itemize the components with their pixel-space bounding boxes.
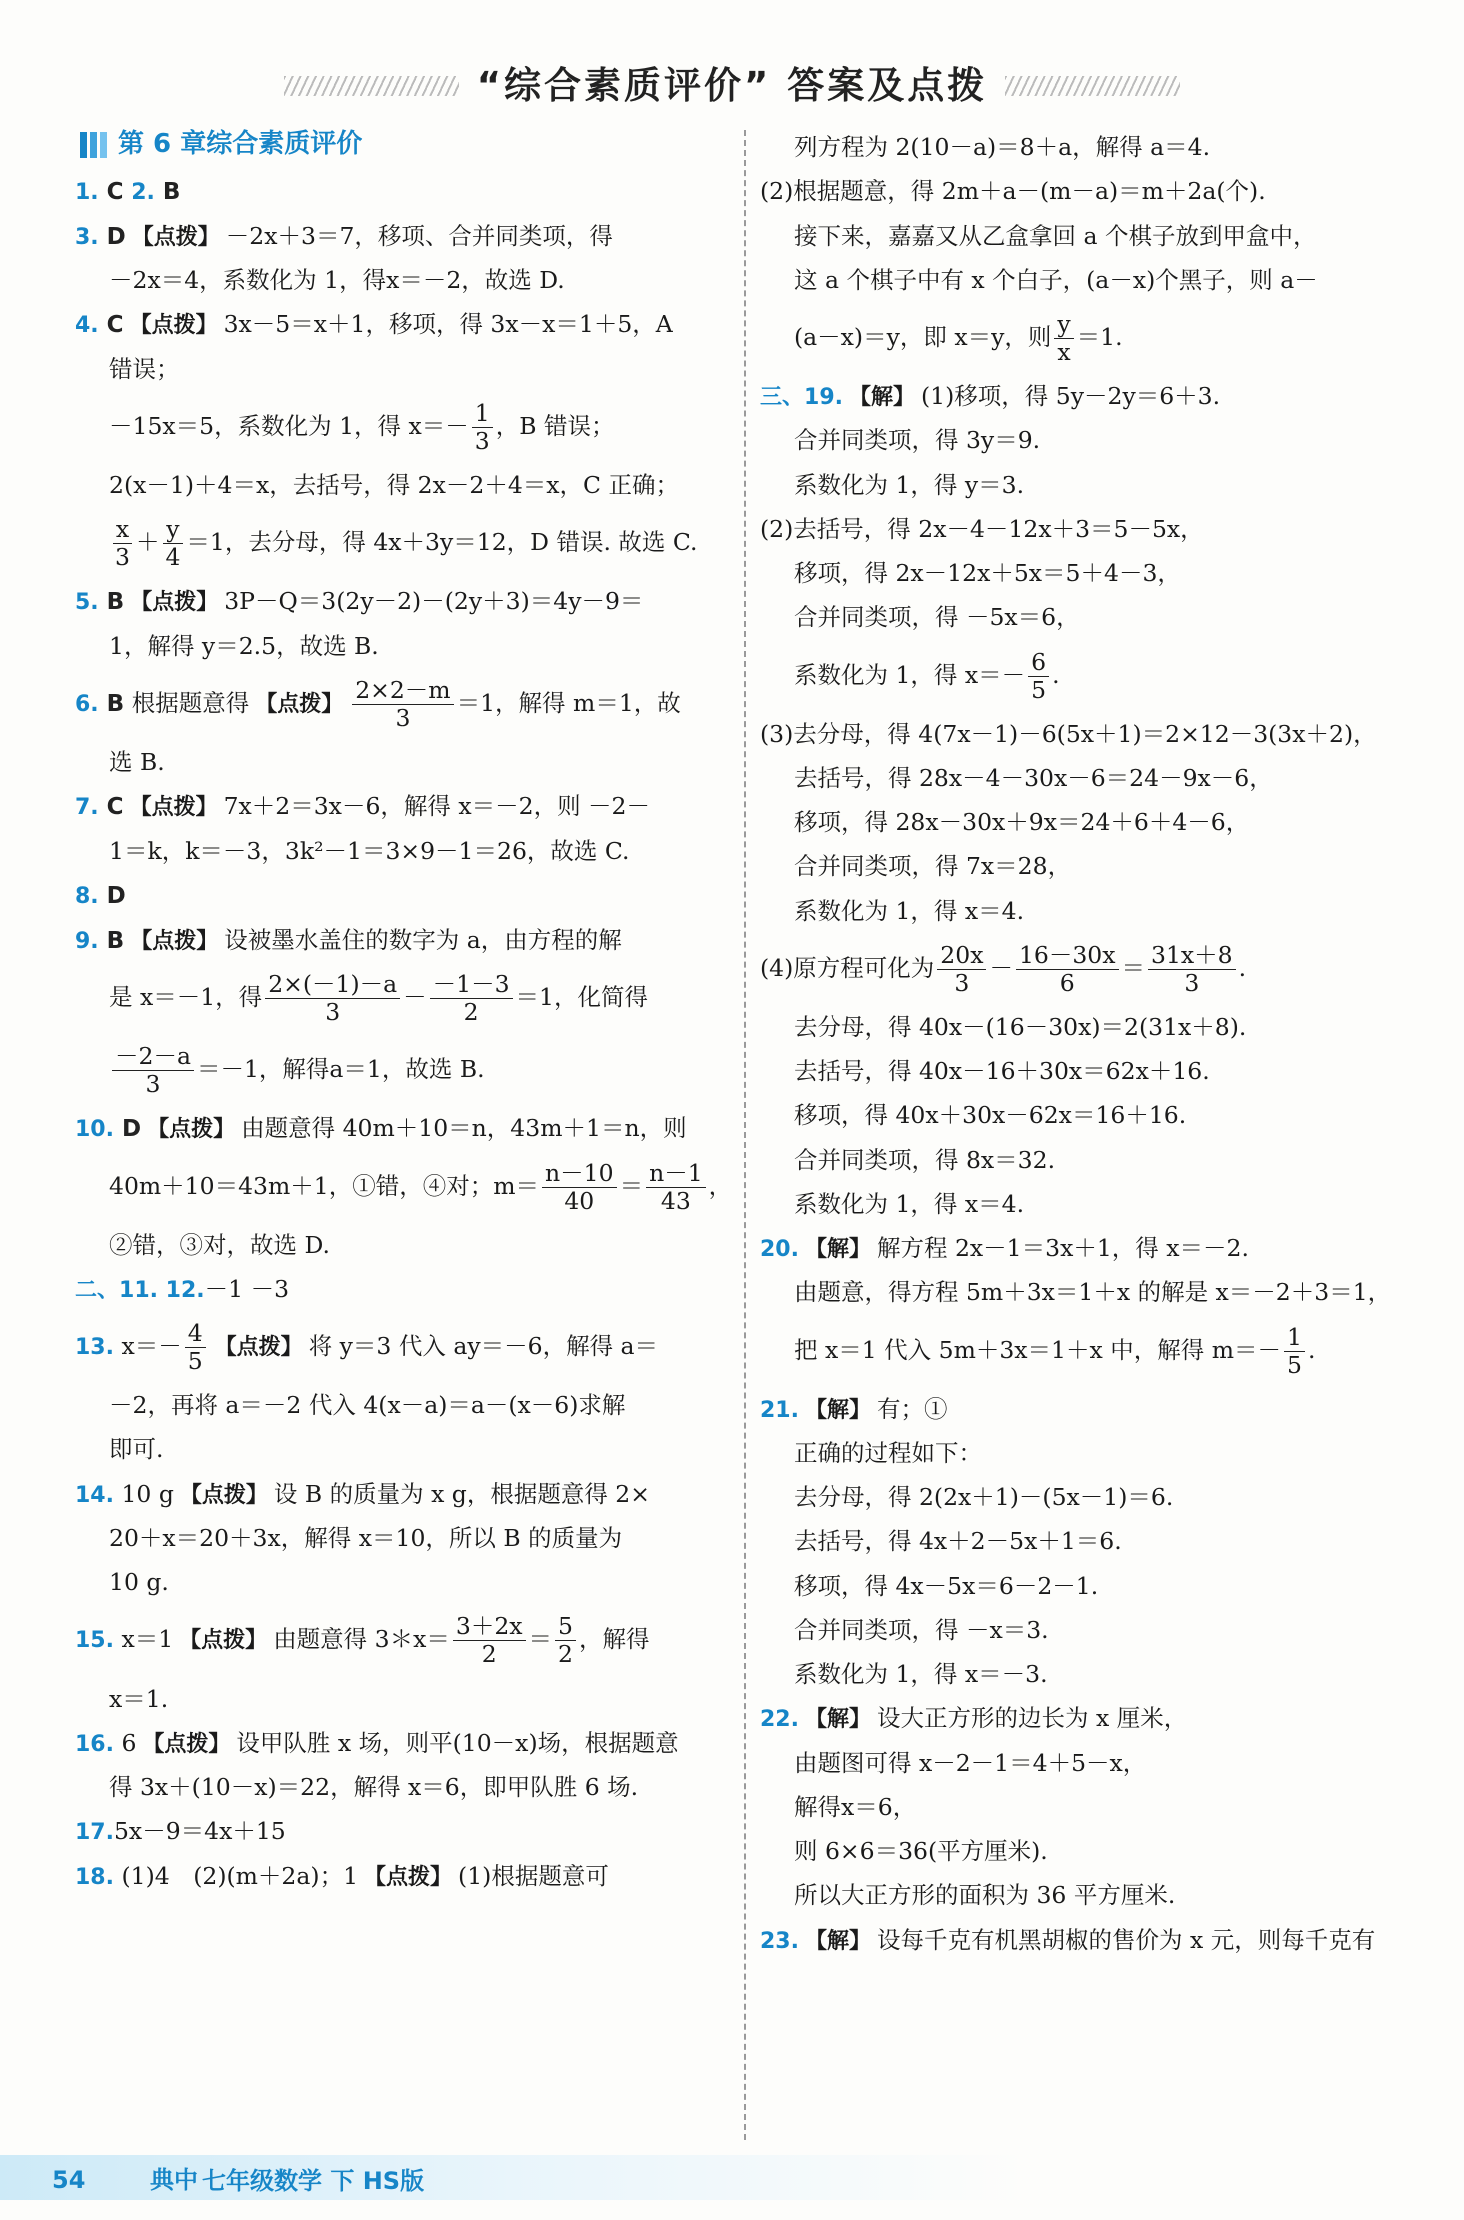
answer-line — [75, 1857, 725, 1901]
fraction-denominator: x — [1057, 338, 1071, 367]
answer-text: ＝－1，解得a＝1，故选 B. — [196, 1055, 485, 1084]
answer-text: 去括号，得 28x－4－30x－6＝24－9x－6， — [794, 763, 1273, 792]
answer-line — [760, 1876, 1410, 1920]
answer-line — [75, 350, 725, 394]
tip-label: 【点拨】 — [179, 1482, 268, 1508]
answer-choice: D — [98, 883, 126, 910]
answer-line — [75, 965, 725, 1037]
answer-line — [760, 1567, 1410, 1611]
right-column — [760, 128, 1410, 1965]
answer-text: 错误； — [109, 354, 180, 383]
answer-line — [75, 1109, 725, 1154]
answer-text: (1)4 (2)(m＋2a)；1 — [113, 1861, 359, 1890]
answer-text: 1＝k，k＝－3，3k²－1＝3×9－1＝26，故选 C. — [109, 836, 630, 865]
solve-label: 【解】 — [804, 1397, 871, 1423]
question-number: 11. — [119, 1277, 158, 1303]
tip-label: 【点拨】 — [364, 1864, 453, 1890]
tip-label: 【点拨】 — [129, 795, 218, 821]
page-title: “综合素质评价” 答案及点拨 — [476, 64, 988, 108]
answer-line — [75, 261, 725, 305]
fraction-numerator: －2－a — [112, 1043, 194, 1071]
answer-line — [760, 1229, 1410, 1273]
answer-text: － — [403, 983, 427, 1012]
answer-text: 去括号，得 40x－16＋30x＝62x＋16. — [794, 1057, 1210, 1086]
answer-text: －3 — [243, 1274, 290, 1303]
answer-line — [75, 1475, 725, 1519]
answer-line — [760, 1096, 1410, 1140]
left-answers — [75, 172, 733, 1901]
answer-text: 系数化为 1，得 x＝4. — [794, 896, 1025, 925]
answer-text: ＝ — [619, 1171, 644, 1200]
answer-text: 移项，得 4x－5x＝6－2－1. — [794, 1571, 1099, 1600]
book-title: 七年级数学 下 HS版 — [202, 2167, 425, 2195]
fraction — [542, 1160, 617, 1215]
tip-label: 【点拨】 — [147, 1117, 236, 1143]
page-number: 54 — [52, 2166, 86, 2194]
answer-text: 合并同类项，得 －x＝3. — [794, 1615, 1049, 1644]
answer-text: 正确的过程如下： — [794, 1438, 982, 1467]
answer-line — [760, 510, 1410, 554]
answer-text: (2)去括号，得 2x－4－12x＋3＝5－5x， — [760, 514, 1204, 543]
answer-line — [760, 1788, 1410, 1832]
answer-text: 设每千克有机黑胡椒的售价为 x 元，则每千克有 — [877, 1925, 1376, 1954]
question-number: 7. — [75, 795, 99, 821]
question-number: 12. — [158, 1277, 205, 1303]
fraction-numerator: 5 — [555, 1613, 576, 1641]
answer-line — [75, 832, 725, 876]
answer-text: 由题意得 40m＋10＝n，43m＋1＝n，则 — [241, 1114, 687, 1143]
answer-text: 设甲队胜 x 场，则平(10－x)场，根据题意 — [236, 1728, 679, 1757]
answer-text: 3x－5＝x＋1，移项，得 3x－x＝1＋5，A — [223, 310, 673, 339]
fraction-denominator: 6 — [1059, 968, 1075, 997]
answer-text: 接下来，嘉嘉又从乙盒拿回 a 个棋子放到甲盒中， — [794, 221, 1317, 250]
question-number: 20. — [760, 1237, 799, 1263]
fraction-denominator: 3 — [474, 427, 490, 456]
answer-line — [75, 1812, 725, 1856]
answer-choice: C — [98, 312, 124, 339]
page-footer — [0, 2135, 1464, 2220]
answer-line — [760, 1744, 1410, 1788]
question-number: 21. — [760, 1397, 799, 1423]
column-divider — [744, 130, 746, 2140]
question-number: 4. — [75, 313, 99, 339]
fraction-denominator: 40 — [564, 1186, 595, 1215]
fraction-numerator: 31x＋8 — [1148, 942, 1236, 970]
answer-text: 合并同类项，得 7x＝28， — [794, 852, 1072, 881]
answer-text: －1 — [204, 1274, 244, 1303]
brand-logo: 典中 — [150, 2166, 198, 2194]
answer-text: ＝ — [528, 1625, 553, 1654]
answer-line — [760, 598, 1410, 642]
answer-text: 将 y＝3 代入 ay＝－6，解得 a＝ — [308, 1332, 659, 1361]
answer-text: 由题图可得 x－2－1＝4＋5－x， — [794, 1748, 1147, 1777]
answer-line — [75, 627, 725, 671]
answer-text: 解得x＝6， — [794, 1792, 917, 1821]
fraction-numerator: y — [163, 516, 182, 544]
fraction-numerator: 1 — [1284, 1324, 1305, 1352]
section-bars-icon — [80, 132, 110, 158]
tip-label: 【点拨】 — [179, 1628, 268, 1654]
fraction — [453, 1613, 526, 1668]
fraction — [472, 400, 493, 455]
fraction-numerator: 2×(－1)－a — [265, 971, 400, 999]
answer-text: 7x＋2＝3x－6，解得 x＝－2，则 －2－ — [223, 792, 650, 821]
fraction-numerator: y — [1054, 311, 1073, 339]
answer-text: x＝－ — [113, 1332, 182, 1361]
answer-text: 设被墨水盖住的数字为 a，由方程的解 — [224, 925, 622, 954]
answer-line — [75, 921, 725, 966]
question-number: 18. — [75, 1864, 114, 1890]
fraction-denominator: 3 — [954, 968, 970, 997]
tip-label: 【点拨】 — [129, 313, 218, 339]
fraction — [265, 971, 400, 1026]
fraction — [937, 942, 986, 997]
answer-line — [75, 1270, 725, 1314]
answer-line — [75, 1724, 725, 1768]
answer-choice: B — [98, 589, 125, 616]
answer-choice: B — [98, 927, 125, 954]
answer-text: 所以大正方形的面积为 36 平方厘米. — [794, 1881, 1176, 1910]
fraction-numerator: 2×2－m — [352, 677, 453, 705]
question-number: 2. — [123, 180, 155, 205]
answer-text: ， — [708, 1171, 733, 1200]
answer-line — [760, 1052, 1410, 1096]
answer-line — [760, 305, 1410, 377]
answer-text: ，B 错误； — [495, 412, 615, 441]
fraction-numerator: 4 — [185, 1320, 206, 1348]
answer-line — [760, 1434, 1410, 1478]
fraction-denominator: 5 — [187, 1347, 203, 1376]
answer-line — [760, 1390, 1410, 1434]
answer-text: 根据题意得 — [124, 689, 250, 718]
question-number: 10. — [75, 1117, 114, 1143]
fraction-denominator: 3 — [325, 998, 341, 1027]
fraction — [1054, 311, 1073, 366]
answer-choice: D — [113, 1116, 142, 1143]
answer-text: 系数化为 1，得 x＝－3. — [794, 1660, 1048, 1689]
answer-text: ＝1，化简得 — [515, 983, 648, 1012]
answer-choice: B — [154, 179, 181, 205]
answer-text: 选 B. — [109, 748, 165, 777]
answer-text: －2x＝4，系数化为 1，得x＝－2，故选 D. — [109, 266, 565, 294]
fraction-denominator: 2 — [463, 998, 479, 1027]
answer-text: 去分母，得 40x－(16－30x)＝2(31x＋8). — [794, 1012, 1247, 1041]
answer-line — [75, 172, 725, 217]
answer-choice: B — [98, 691, 125, 718]
answer-text: 有；① — [877, 1394, 948, 1423]
fraction-denominator: 43 — [660, 1186, 691, 1215]
fraction — [1028, 649, 1049, 704]
answer-text: 把 x＝1 代入 5m＋3x＝1＋x 中，解得 m＝－ — [794, 1335, 1281, 1364]
answer-line — [75, 1768, 725, 1812]
answer-line — [760, 1611, 1410, 1655]
answer-text: 设 B 的质量为 x g，根据题意得 2× — [273, 1479, 650, 1508]
question-number: 22. — [760, 1707, 799, 1733]
question-number: 3. — [75, 224, 99, 250]
answer-line — [760, 1921, 1410, 1965]
tip-label: 【点拨】 — [130, 590, 219, 616]
answer-line — [760, 1478, 1410, 1522]
answer-text: 40m＋10＝43m＋1，①错，④对；m＝ — [109, 1171, 540, 1200]
answer-text: (1)移项，得 5y－2y＝6＋3. — [921, 382, 1221, 411]
answer-line — [75, 743, 725, 787]
answer-choice: D — [98, 223, 126, 250]
question-number: 17. — [75, 1820, 114, 1846]
answer-text: －15x＝5，系数化为 1，得 x＝－ — [109, 412, 469, 441]
fraction — [1016, 942, 1119, 997]
answer-text: x＝1 — [113, 1625, 174, 1654]
answer-text: . — [1238, 953, 1247, 982]
part-label: 二、 — [75, 1277, 120, 1303]
answer-line — [760, 1185, 1410, 1229]
fraction-denominator: 3 — [395, 704, 411, 733]
answer-line — [760, 466, 1410, 510]
solve-label: 【解】 — [804, 1237, 871, 1263]
fraction — [555, 1613, 576, 1668]
fraction-denominator: 2 — [481, 1640, 497, 1669]
question-number: 9. — [75, 928, 99, 954]
answer-text: 合并同类项，得 －5x＝6， — [794, 603, 1080, 632]
answer-text: 20＋x＝20＋3x，解得 x＝10，所以 B 的质量为 — [109, 1523, 623, 1552]
answer-line — [760, 1141, 1410, 1185]
answer-text: 则 6×6＝36(平方厘米). — [794, 1837, 1048, 1866]
answer-line — [75, 1607, 725, 1679]
answer-line — [75, 1386, 725, 1430]
fraction — [112, 516, 133, 571]
answer-text: 列方程为 2(10－a)＝8＋a，解得 a＝4. — [794, 133, 1211, 161]
fraction — [352, 677, 453, 732]
fraction-denominator: 4 — [165, 543, 181, 572]
answer-text: (2)根据题意，得 2m＋a－(m－a)＝m＋2a(个). — [760, 177, 1266, 206]
answer-text: 移项，得 28x－30x＋9x＝24＋6＋4－6， — [794, 808, 1250, 837]
answer-line — [760, 936, 1410, 1008]
fraction-numerator: 6 — [1028, 649, 1049, 677]
answer-text: (1)根据题意可 — [458, 1861, 609, 1890]
fraction-denominator: 3 — [115, 543, 130, 572]
answer-line — [75, 1519, 725, 1563]
answer-text: 系数化为 1，得 y＝3. — [794, 470, 1025, 499]
answer-line — [760, 847, 1410, 891]
answer-line — [760, 1273, 1410, 1317]
answer-line — [75, 510, 725, 582]
answer-text: 系数化为 1，得 x＝4. — [794, 1189, 1025, 1218]
question-number: 14. — [75, 1482, 114, 1508]
answer-text: 解方程 2x－1＝3x＋1，得 x＝－2. — [877, 1234, 1249, 1263]
answer-text: 这 a 个棋子中有 x 个白子，(a－x)个黑子，则 a－ — [794, 265, 1318, 294]
question-number: 23. — [760, 1928, 799, 1954]
answer-choice: C — [98, 794, 124, 821]
answer-text: 5x－9＝4x＋15 — [113, 1817, 286, 1846]
answer-text: ＝1，去分母，得 4x＋3y＝12，D 错误. 故选 C. — [186, 528, 698, 557]
answer-line — [75, 1154, 733, 1226]
answer-line — [75, 876, 725, 921]
answer-text: 即可. — [109, 1435, 164, 1464]
fraction — [112, 1043, 194, 1098]
answer-text: 合并同类项，得 3y＝9. — [794, 426, 1041, 455]
page-header — [0, 54, 1464, 118]
answer-line — [75, 671, 725, 743]
answer-text: 合并同类项，得 8x＝32. — [794, 1145, 1056, 1174]
question-number: 15. — [75, 1628, 114, 1654]
answer-text: ＝1. — [1076, 323, 1123, 352]
question-number: 1. — [75, 180, 99, 205]
answer-text: 2(x－1)＋4＝x，去括号，得 2x－2＋4＝x，C 正确； — [109, 471, 679, 500]
header-stripes-right — [1005, 76, 1180, 96]
fraction-numerator: n－1 — [646, 1160, 706, 1188]
answer-line — [760, 1318, 1410, 1390]
answer-text: 10 g. — [109, 1568, 169, 1597]
fraction — [162, 516, 183, 571]
fraction-numerator: 1 — [472, 400, 493, 428]
answer-line — [760, 172, 1410, 216]
fraction-numerator: －1－3 — [430, 971, 513, 999]
answer-line — [760, 1522, 1410, 1566]
answer-line — [760, 217, 1410, 261]
answer-text: ＝1，解得 m＝1，故 — [456, 689, 681, 718]
answer-line — [75, 787, 725, 832]
answer-line — [75, 1037, 725, 1109]
section-title: 第 6 章综合素质评价 — [118, 129, 363, 159]
answer-text: (4)原方程可化为 — [760, 953, 935, 982]
answer-text: x＝1. — [109, 1684, 169, 1713]
answer-line — [75, 305, 725, 350]
answer-text: 6 — [113, 1728, 137, 1757]
question-number: 13. — [75, 1335, 114, 1361]
answer-text: 移项，得 2x－12x＋5x＝5＋4－3， — [794, 559, 1181, 588]
answer-line — [75, 1314, 725, 1386]
part-label: 三、 — [760, 385, 805, 411]
fraction-denominator: 3 — [1184, 968, 1200, 997]
tip-label: 【点拨】 — [142, 1731, 231, 1757]
answer-text: － — [989, 953, 1013, 982]
answer-text: (3)去分母，得 4(7x－1)－6(5x＋1)＝2×12－3(3x＋2)， — [760, 719, 1377, 748]
answer-text: 移项，得 40x＋30x－62x＝16＋16. — [794, 1101, 1187, 1130]
question-number: 16. — [75, 1731, 114, 1757]
answer-text: 去分母，得 2(2x＋1)－(5x－1)＝6. — [794, 1483, 1174, 1512]
fraction-numerator: 3＋2x — [453, 1613, 526, 1641]
answer-line — [760, 1655, 1410, 1699]
answer-text: 由题意得 3＊x＝ — [273, 1625, 450, 1654]
answer-line — [760, 759, 1410, 803]
answer-choice: C — [98, 179, 124, 205]
answer-text: 设大正方形的边长为 x 厘米， — [877, 1704, 1188, 1733]
fraction-denominator: 5 — [1286, 1350, 1302, 1379]
answer-line — [760, 892, 1410, 936]
answer-text: 系数化为 1，得 x＝－ — [794, 660, 1026, 689]
fraction — [646, 1160, 706, 1215]
answer-line — [760, 554, 1410, 598]
answer-line — [760, 128, 1410, 172]
answer-text: 3P－Q＝3(2y－2)－(2y＋3)＝4y－9＝ — [224, 587, 644, 616]
fraction-numerator: x — [113, 516, 132, 544]
answer-line — [75, 1430, 725, 1474]
answer-text: (a－x)＝y，即 x＝y，则 — [794, 323, 1052, 352]
answer-text: 10 g — [113, 1479, 174, 1508]
fraction — [430, 971, 513, 1026]
answer-text: ②错，③对，故选 D. — [109, 1230, 330, 1259]
answer-text: 是 x＝－1，得 — [109, 983, 263, 1012]
answer-line — [760, 377, 1410, 421]
answer-text: －2x＋3＝7，移项、合并同类项，得 — [225, 221, 613, 250]
answer-text: . — [1307, 1335, 1316, 1364]
fraction-denominator: 3 — [145, 1070, 161, 1099]
question-number: 8. — [75, 884, 99, 910]
answer-line — [760, 1832, 1410, 1876]
answer-line — [75, 394, 725, 466]
fraction-denominator: 5 — [1031, 675, 1047, 704]
answer-text: 得 3x＋(10－x)＝22，解得 x＝6，即甲队胜 6 场. — [109, 1773, 639, 1801]
fraction-numerator: 20x — [937, 942, 986, 970]
answer-line — [75, 217, 725, 262]
tip-label: 【点拨】 — [131, 224, 220, 250]
answer-text: ＋ — [135, 528, 160, 557]
question-number: 19. — [804, 385, 843, 411]
tip-label: 【点拨】 — [255, 692, 344, 718]
question-number: 6. — [75, 692, 99, 718]
solve-label: 【解】 — [804, 1707, 871, 1733]
answer-line — [760, 1008, 1410, 1052]
answer-text: ，解得 — [578, 1625, 650, 1654]
answer-text: 1，解得 y＝2.5，故选 B. — [109, 631, 379, 660]
answer-line — [75, 1680, 725, 1724]
answer-text: ＝ — [1121, 953, 1146, 982]
answer-line — [760, 261, 1410, 305]
tip-label: 【点拨】 — [214, 1335, 303, 1361]
answer-line — [760, 643, 1410, 715]
left-column — [75, 125, 733, 1901]
right-answers — [760, 128, 1410, 1965]
answer-line — [75, 582, 725, 627]
answer-text: . — [1052, 660, 1060, 689]
section-heading — [80, 125, 725, 164]
fraction — [1148, 942, 1236, 997]
tip-label: 【点拨】 — [130, 928, 219, 954]
answer-line — [760, 421, 1410, 465]
answer-line — [75, 466, 725, 510]
answer-line — [75, 1563, 725, 1607]
fraction — [1284, 1324, 1305, 1379]
fraction-numerator: 16－30x — [1016, 942, 1119, 970]
answer-text: 去括号，得 4x＋2－5x＋1＝6. — [794, 1527, 1122, 1556]
answer-line — [760, 715, 1410, 759]
solve-label: 【解】 — [849, 385, 916, 411]
answer-line — [75, 1226, 725, 1270]
answer-text: 由题意，得方程 5m＋3x＝1＋x 的解是 x＝－2＋3＝1， — [794, 1278, 1392, 1307]
question-number: 5. — [75, 590, 99, 616]
answer-text: －2，再将 a＝－2 代入 4(x－a)＝a－(x－6)求解 — [109, 1391, 626, 1420]
header-stripes-left — [284, 76, 459, 96]
answer-line — [760, 803, 1410, 847]
solve-label: 【解】 — [804, 1928, 871, 1954]
fraction — [185, 1320, 206, 1375]
fraction-denominator: 2 — [558, 1640, 573, 1669]
fraction-numerator: n－10 — [542, 1160, 617, 1188]
answer-line — [760, 1699, 1410, 1743]
